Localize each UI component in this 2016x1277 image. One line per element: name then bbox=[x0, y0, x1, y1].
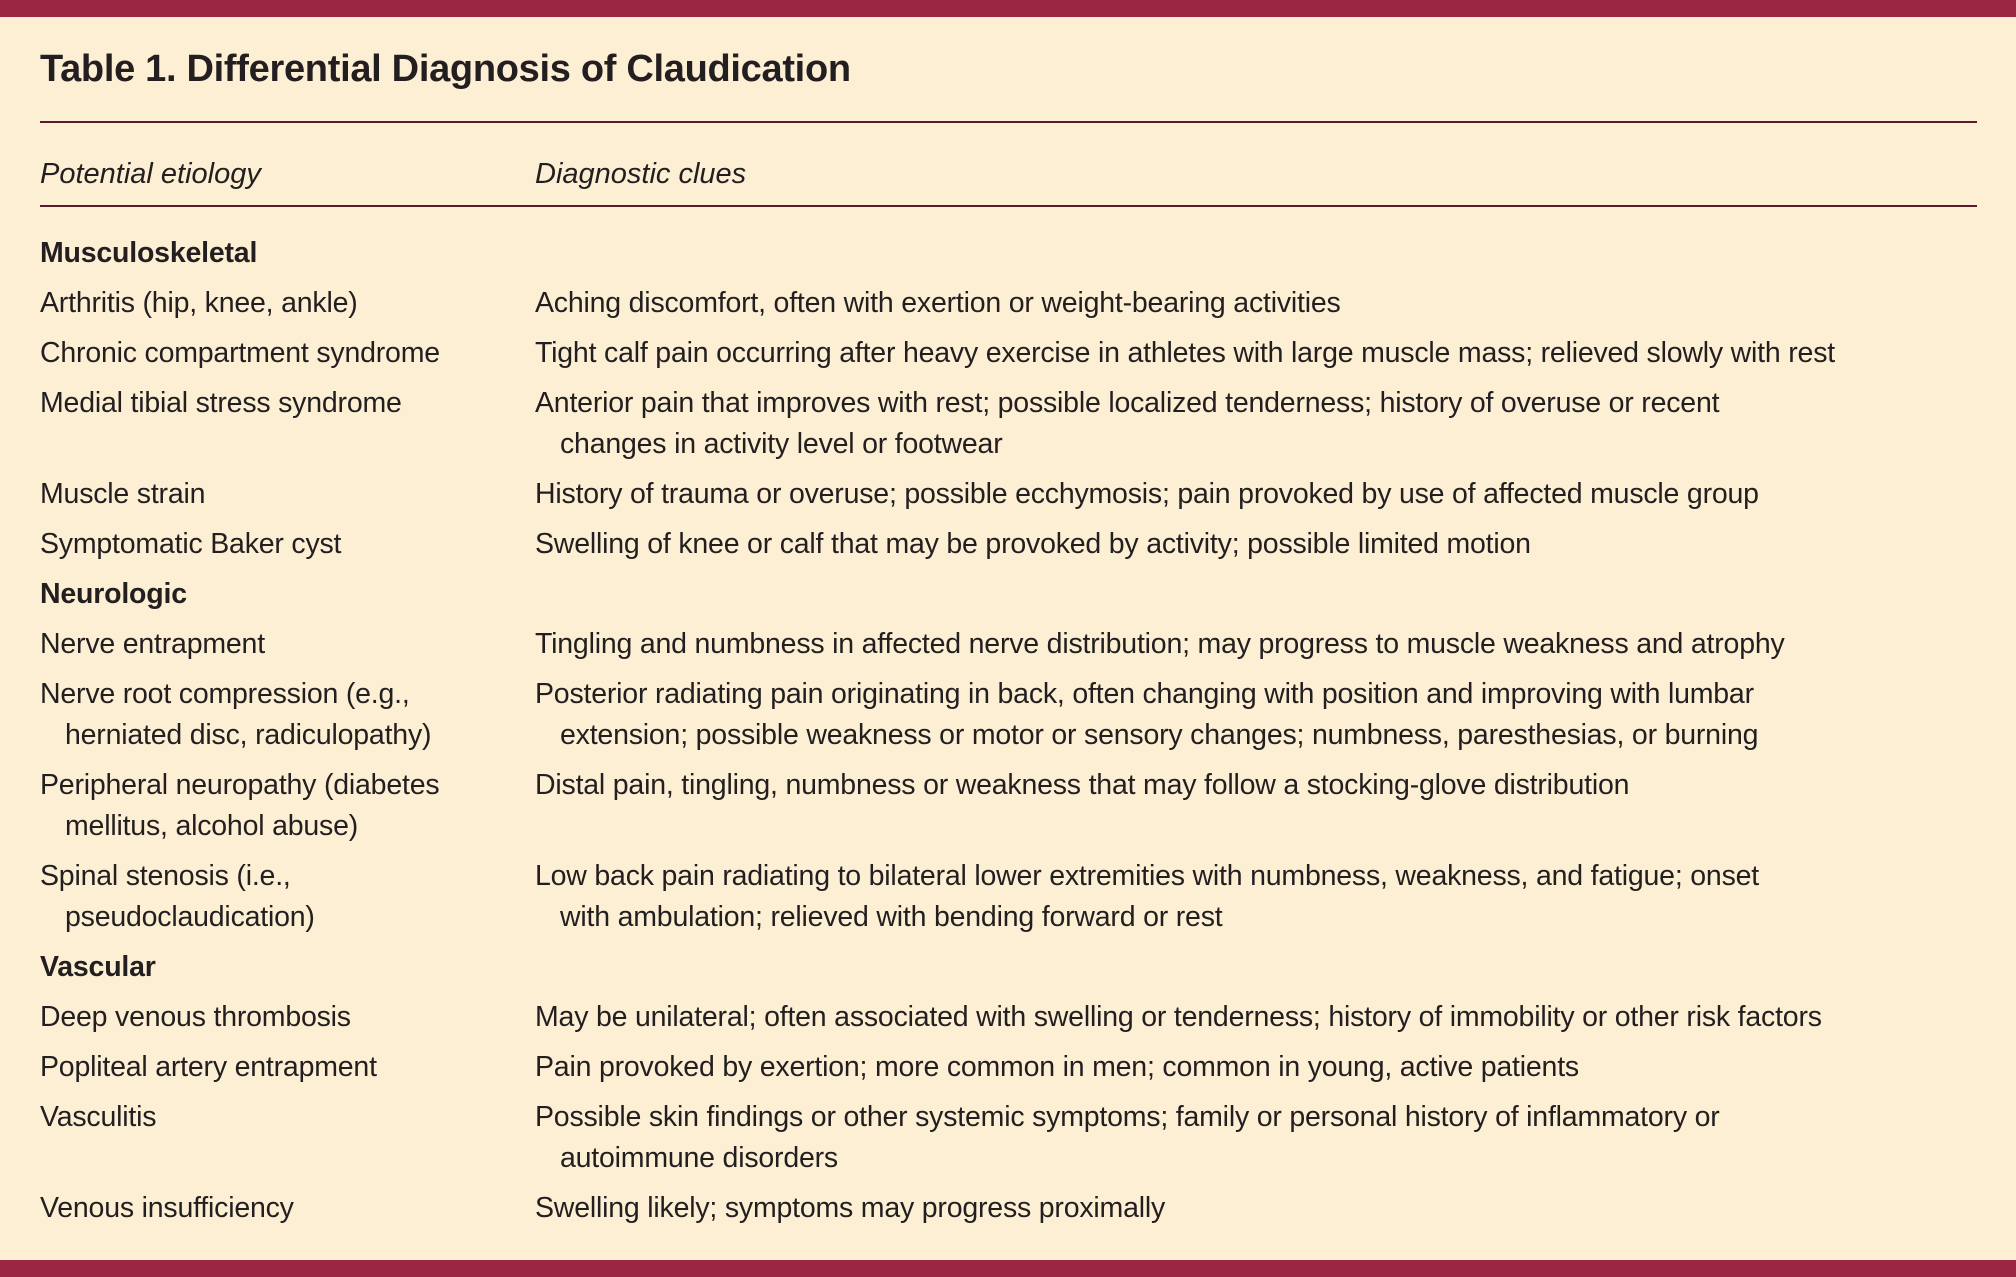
table-title: Table 1. Differential Diagnosis of Claudication bbox=[40, 48, 851, 90]
etiology-cell-line: Peripheral neuropathy (diabetes bbox=[40, 768, 440, 801]
etiology-cell-line: Spinal stenosis (i.e., bbox=[40, 859, 291, 892]
table-row bbox=[40, 519, 1977, 569]
clues-cell bbox=[535, 383, 1977, 465]
clues-cell-line: Distal pain, tingling, numbness or weakness that may follow a stocking-glove distribution bbox=[535, 768, 1630, 801]
etiology-cell-line: Deep venous thrombosis bbox=[40, 1000, 351, 1033]
clues-cell bbox=[535, 1188, 1977, 1229]
table-row bbox=[40, 328, 1977, 378]
table-row bbox=[40, 851, 1977, 942]
clues-cell bbox=[535, 333, 1977, 374]
table-body bbox=[40, 228, 1977, 1233]
etiology-cell bbox=[40, 1047, 535, 1088]
table-row bbox=[40, 1183, 1977, 1233]
clues-cell bbox=[535, 474, 1977, 515]
clues-cell-line: extension; possible weakness or motor or sensory changes; numbness, paresthesias, or burning bbox=[560, 718, 1759, 751]
clues-cell bbox=[535, 674, 1977, 756]
clues-cell-line: changes in activity level or footwear bbox=[560, 427, 1003, 460]
clues-cell-line: Aching discomfort, often with exertion or weight-bearing activities bbox=[535, 286, 1341, 319]
etiology-cell bbox=[40, 1188, 535, 1229]
etiology-cell bbox=[40, 283, 535, 324]
clues-cell-line: May be unilateral; often associated with swelling or tenderness; history of immobility or other risk factors bbox=[535, 1000, 1822, 1033]
etiology-cell-line: herniated disc, radiculopathy) bbox=[65, 718, 432, 751]
clues-cell-line: Possible skin findings or other systemic symptoms; family or personal history of inflammatory or bbox=[535, 1100, 1720, 1133]
etiology-cell-line: Venous insufficiency bbox=[40, 1191, 294, 1224]
category-label: Musculoskeletal bbox=[40, 236, 258, 269]
etiology-cell-line: pseudoclaudication) bbox=[65, 900, 315, 933]
clues-cell-line: Swelling of knee or calf that may be provoked by activity; possible limited motion bbox=[535, 527, 1531, 560]
category-label: Vascular bbox=[40, 950, 156, 983]
etiology-cell-line: Nerve entrapment bbox=[40, 627, 265, 660]
table-row bbox=[40, 378, 1977, 469]
etiology-cell bbox=[40, 1097, 535, 1179]
table-row bbox=[40, 278, 1977, 328]
clues-cell-line: Posterior radiating pain originating in back, often changing with position and improving with lumbar bbox=[535, 677, 1754, 710]
top-border-bar bbox=[0, 0, 2016, 17]
table-row bbox=[40, 760, 1977, 851]
etiology-cell bbox=[40, 674, 535, 756]
clues-cell bbox=[535, 624, 1977, 665]
bottom-border-bar bbox=[0, 1260, 2016, 1277]
etiology-cell bbox=[40, 856, 535, 938]
etiology-cell bbox=[40, 624, 535, 665]
category-row bbox=[40, 228, 1977, 278]
table-row bbox=[40, 669, 1977, 760]
clues-cell-line: Swelling likely; symptoms may progress proximally bbox=[535, 1191, 1166, 1224]
etiology-cell-line: mellitus, alcohol abuse) bbox=[65, 809, 359, 842]
clues-cell-line: Tingling and numbness in affected nerve distribution; may progress to muscle weakness and atrophy bbox=[535, 627, 1785, 660]
etiology-cell-line: Chronic compartment syndrome bbox=[40, 336, 440, 369]
etiology-cell bbox=[40, 765, 535, 847]
table-row bbox=[40, 619, 1977, 669]
category-label: Neurologic bbox=[40, 577, 187, 610]
etiology-cell bbox=[40, 997, 535, 1038]
clues-cell bbox=[535, 524, 1977, 565]
clues-cell-line: with ambulation; relieved with bending forward or rest bbox=[560, 900, 1223, 933]
header-rule bbox=[40, 205, 1977, 207]
clues-cell bbox=[535, 997, 1977, 1038]
etiology-cell bbox=[40, 333, 535, 374]
table-row bbox=[40, 1092, 1977, 1183]
clues-cell-line: History of trauma or overuse; possible ecchymosis; pain provoked by use of affected muscle group bbox=[535, 477, 1759, 510]
table-row bbox=[40, 1042, 1977, 1092]
etiology-cell-line: Medial tibial stress syndrome bbox=[40, 386, 402, 419]
etiology-cell-line: Vasculitis bbox=[40, 1100, 157, 1133]
etiology-cell bbox=[40, 474, 535, 515]
clues-cell-line: autoimmune disorders bbox=[560, 1141, 838, 1174]
title-rule bbox=[40, 121, 1977, 123]
etiology-cell bbox=[40, 524, 535, 565]
etiology-cell-line: Nerve root compression (e.g., bbox=[40, 677, 410, 710]
etiology-cell-line: Symptomatic Baker cyst bbox=[40, 527, 342, 560]
etiology-cell-line: Arthritis (hip, knee, ankle) bbox=[40, 286, 358, 319]
clues-cell bbox=[535, 1047, 1977, 1088]
category-row bbox=[40, 942, 1977, 992]
etiology-cell-line: Popliteal artery entrapment bbox=[40, 1050, 377, 1083]
clues-cell-line: Low back pain radiating to bilateral lower extremities with numbness, weakness, and fatigue; onset bbox=[535, 859, 1759, 892]
header-clues: Diagnostic clues bbox=[535, 158, 747, 190]
clues-cell bbox=[535, 1097, 1977, 1179]
table-row bbox=[40, 469, 1977, 519]
header-etiology: Potential etiology bbox=[40, 158, 261, 190]
category-row bbox=[40, 569, 1977, 619]
clues-cell-line: Tight calf pain occurring after heavy exercise in athletes with large muscle mass; relieved slowly with rest bbox=[535, 336, 1835, 369]
clues-cell-line: Pain provoked by exertion; more common in men; common in young, active patients bbox=[535, 1050, 1579, 1083]
clues-cell bbox=[535, 283, 1977, 324]
etiology-cell bbox=[40, 383, 535, 465]
clues-cell-line: Anterior pain that improves with rest; possible localized tenderness; history of overuse or recent bbox=[535, 386, 1720, 419]
clues-cell bbox=[535, 765, 1977, 847]
clues-cell bbox=[535, 856, 1977, 938]
table-row bbox=[40, 992, 1977, 1042]
etiology-cell-line: Muscle strain bbox=[40, 477, 206, 510]
